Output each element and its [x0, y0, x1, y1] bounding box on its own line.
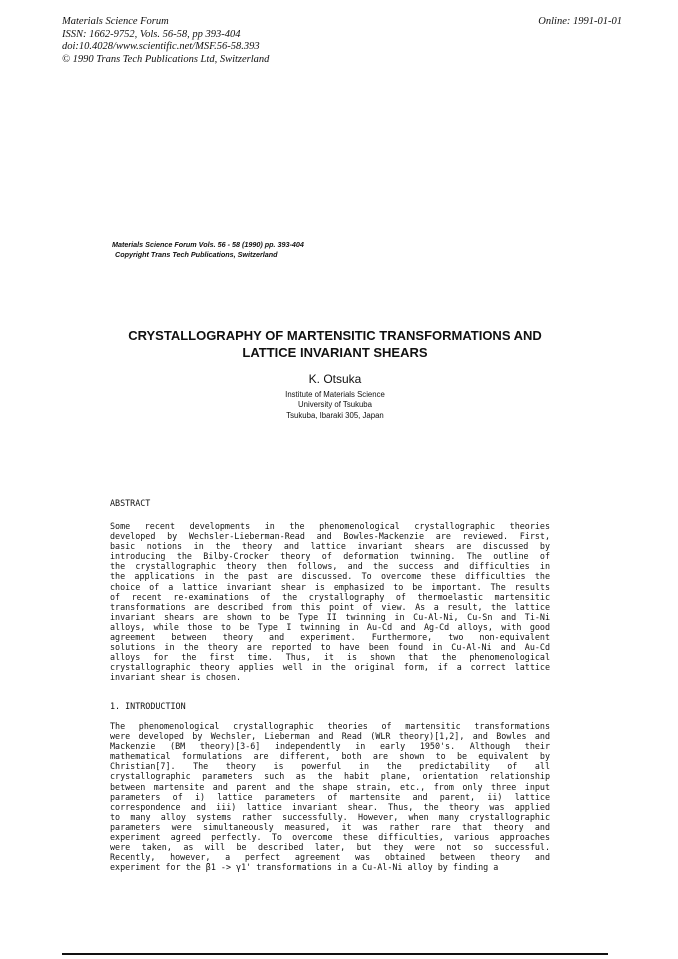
- introduction-line: mathematical formulations are different, both are shown to be equivalent by: [110, 751, 550, 762]
- header-journal: Materials Science Forum: [62, 16, 169, 27]
- abstract-line: agreement between theory and experiment. Furthermore, two non-equivalent: [110, 632, 550, 643]
- introduction-line: experiment for the β1 -> γ1' transformations in a Cu-Al-Ni alloy by finding a: [110, 862, 499, 873]
- abstract-line: alloys for the first time. Thus, it is shown that the phenomenological: [110, 652, 550, 663]
- affiliation-institute: Institute of Materials Science: [285, 390, 385, 399]
- affiliation-university: University of Tsukuba: [298, 400, 372, 410]
- abstract-body: [110, 521, 550, 683]
- author-name: K. Otsuka: [308, 372, 362, 386]
- introduction-heading: 1. INTRODUCTION: [110, 701, 186, 711]
- introduction-line: The phenomenological crystallographic theories of martensitic transformations: [110, 721, 550, 731]
- abstract-line: transformations are described from this point of view. As a result, the lattice: [110, 601, 550, 612]
- abstract-line: of recent re-examinations of the crystallography of thermoelastic martensitic: [110, 591, 550, 602]
- abstract-line: introducing the Bilby-Crocker theory of deformation twinning. The outline of: [110, 551, 550, 562]
- abstract-line: invariant shears are shown to be Type II twinning in Cu-Al-Ni, Cu-Sn and Ti-Ni: [110, 611, 550, 622]
- abstract-line: choice of a lattice invariant shear is emphasized to be important. The results: [110, 581, 550, 592]
- header-online-date: Online: 1991-01-01: [538, 16, 622, 27]
- abstract-line: solutions in the theory are reported to have been found in Cu-Al-Ni and Au-Cd: [110, 642, 550, 653]
- header-copyright: © 1990 Trans Tech Publications Ltd, Switzerland: [62, 53, 270, 65]
- abstract-line: the applications in the past are discussed. To overcome these difficulties the: [110, 571, 550, 582]
- introduction-line: Christian[7]. The theory is powerful in the predictability of all: [110, 761, 550, 772]
- introduction-line: correspondence and iii) lattice invariant shear. Thus, the theory was applied: [110, 801, 550, 812]
- introduction-line: crystallographic parameters such as the habit plane, orientation relationship: [110, 771, 550, 782]
- abstract-line: invariant shear is chosen.: [110, 672, 242, 683]
- header-issn: ISSN: 1662-9752, Vols. 56-58, pp 393-404: [62, 28, 241, 40]
- abstract-line: developed by Wechsler-Lieberman-Read and Bowles-Mackenzie are reviewed. First,: [110, 531, 550, 542]
- paper-title-line1: CRYSTALLOGRAPHY OF MARTENSITIC TRANSFORMATIONS AND: [128, 328, 542, 343]
- abstract-heading: ABSTRACT: [110, 498, 151, 508]
- abstract-line: crystallographic theory applies well in the original form, if a correct lattice: [110, 662, 550, 673]
- introduction-line: between martensite and parent and the shape strain, etc., from only three input: [110, 781, 550, 792]
- abstract-line: alloys, while those to be Type I twinning in Au-Cd and Ag-Cd alloys, with good: [110, 621, 550, 632]
- introduction-body: [110, 721, 550, 872]
- paper-title: [60, 327, 610, 361]
- introduction-line: experiment agreed perfectly. To overcome these difficulties, various approaches: [110, 832, 550, 843]
- introduction-line: Recently, however, a perfect agreement was obtained between theory and: [110, 852, 550, 863]
- abstract-line: Some recent developments in the phenomenological crystallographic theories: [110, 521, 550, 531]
- author-affiliation: [60, 390, 610, 421]
- journal-reference-copyright: Copyright Trans Tech Publications, Switzerland: [115, 250, 278, 259]
- affiliation-address: Tsukuba, Ibaraki 305, Japan: [286, 410, 384, 420]
- header-doi: doi:10.4028/www.scientific.net/MSF.56-58.393: [62, 41, 260, 52]
- introduction-line: were developed by Wechsler, Lieberman and Read (WLR theory)[1,2], and Bowles and: [110, 731, 550, 742]
- abstract-line: the crystallographic theory then follows, and the success and difficulties in: [110, 561, 550, 572]
- paper-title-line2: LATTICE INVARIANT SHEARS: [242, 345, 428, 360]
- abstract-line: basic notions in the theory and lattice invariant shears are discussed by: [110, 541, 550, 552]
- introduction-line: were taken, as will be described later, but they were not so successful.: [110, 842, 550, 853]
- introduction-line: parameters of i) lattice parameters of martensite and parent, ii) lattice: [110, 791, 550, 802]
- journal-reference-volume: Materials Science Forum Vols. 56 - 58 (1990) pp. 393-404: [112, 240, 304, 249]
- introduction-line: parameters were simultaneously measured, it was rather rare that theory and: [110, 821, 550, 832]
- publication-header: [62, 16, 622, 66]
- introduction-line: Mackenzie (BM theory)[3-6] independently in early 1950's. Although their: [110, 741, 550, 752]
- journal-reference: [112, 240, 304, 260]
- page-bottom-rule: [62, 953, 608, 955]
- introduction-line: to many alloy systems rather successfully. However, when many crystallographic: [110, 811, 550, 822]
